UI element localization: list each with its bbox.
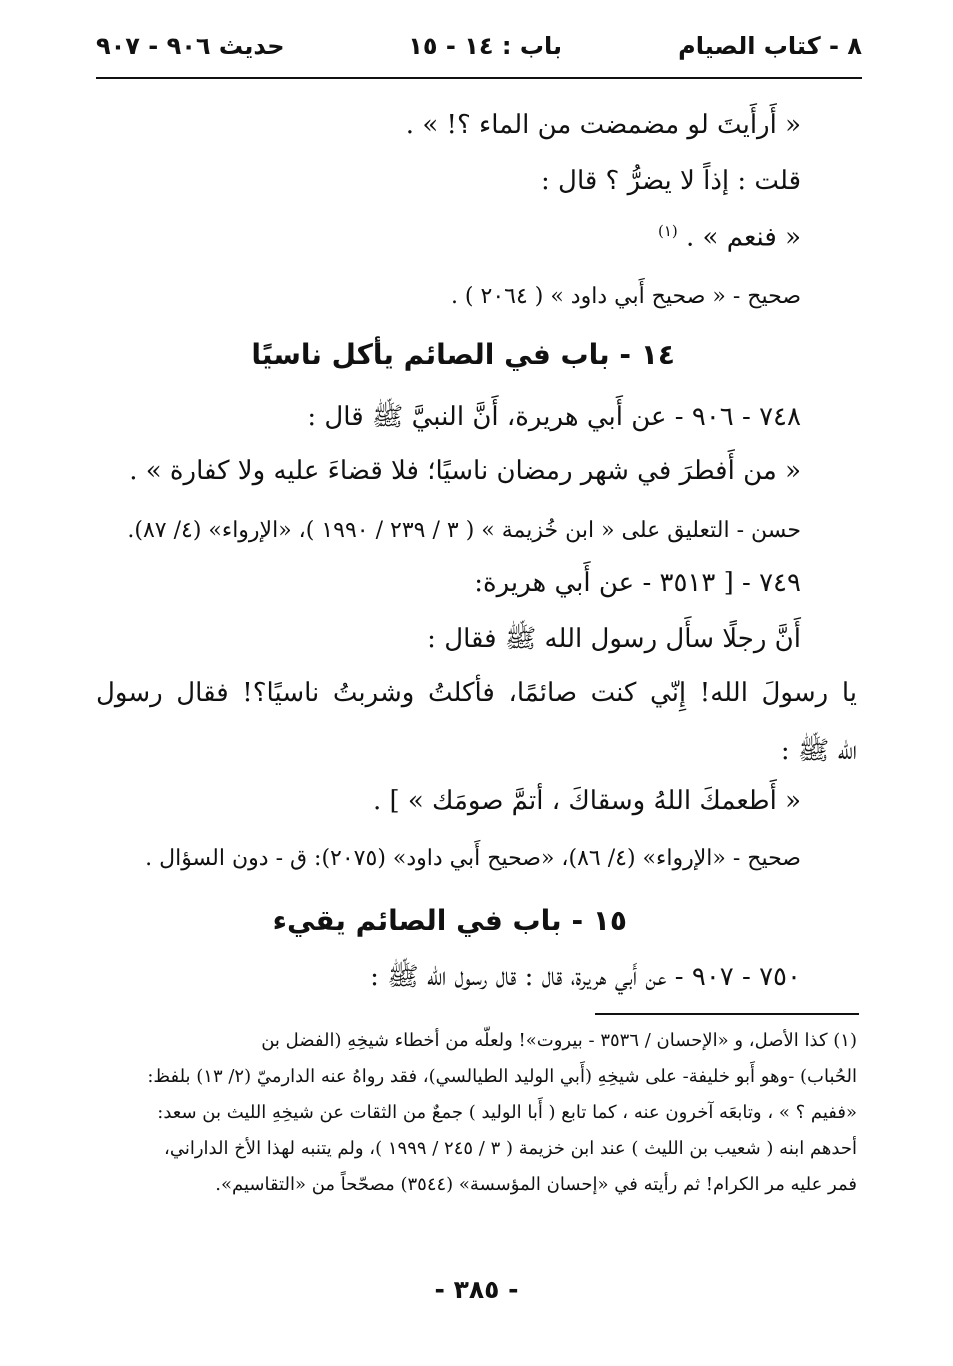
footnote-divider <box>595 1013 859 1015</box>
chapter-heading-14: ١٤ - باب في الصائم يأكل ناسيًا <box>251 338 675 371</box>
chapter-heading-15: ١٥ - باب في الصائم يقيء <box>272 904 627 937</box>
footnote-line-4: أحدهم ابنه ( شعيب بن الليث ) عند ابن خزيمة ( ٣ / ٢٤٥ / ١٩٩٩ )، ولم يتنبه لهذا الأخ الداراني، <box>164 1138 857 1159</box>
footnote-line-2: الحُباب) -وهو أَبو خليفة- على شيخِهِ (أَبي الوليد الطيالسي)، فقد رواهُ عنه الدارميّ (٢/ ١٣) بلفظ: <box>147 1066 857 1087</box>
header-book-title: ٨ - كتاب الصيام <box>678 32 862 60</box>
hadith-749-line-1: أَنَّ رجلًا سأَل رسول الله ﷺ فقال : <box>427 624 801 654</box>
text-line-3 <box>658 222 801 253</box>
grading-line-2: حسن - التعليق على « ابن خُزيمة » ( ٣ / ٢٣٩ / ١٩٩٠ )، «الإرواء» (٤/ ٨٧). <box>127 518 801 543</box>
hadith-749-line-2: يا رسولَ الله! إِنّي كنت صائمًا، فأكلتُ وشربتُ ناسيًا؟! فقال رسول <box>96 678 857 708</box>
hadith-748-text: « من أَفطرَ في شهر رمضان ناسيًا؛ فلا قضاءَ عليه ولا كفارة » . <box>129 456 801 486</box>
text-line-1: « أَرأَيتَ لو مضمضت من الماء ؟! » . <box>405 110 801 140</box>
text-line-2: قلت : إذاً لا يضرُّ ؟ قال : <box>541 166 801 196</box>
header-chapter: باب : ١٤ - ١٥ <box>408 32 562 60</box>
header-hadith-range: حديث ٩٠٦ - ٩٠٧ <box>96 32 285 60</box>
hadith-748-intro: ٧٤٨ - ٩٠٦ - عن أَبي هريرة، أَنَّ النبيَّ ﷺ قال : <box>307 402 801 432</box>
hadith-750-intro: ٧٥٠ - ٩٠٧ - عن أَبي هريرة، قال : قال رسول الله ﷺ : <box>370 962 801 992</box>
hadith-749-line-4: « أَطعمكَ اللهُ وسقاكَ ، أتمَّ صومَك » ] . <box>372 786 801 816</box>
grading-line-1: صحيح - « صحيح أَبي داود » ( ٢٠٦٤ ) . <box>450 284 801 309</box>
grading-line-3: صحيح - «الإرواء» (٤/ ٨٦)، «صحيح أَبي داود» (٢٠٧٥): ق - دون السؤال . <box>145 846 801 871</box>
header-divider <box>96 77 862 79</box>
running-header <box>96 28 862 68</box>
footnote-reference: (١) <box>657 222 678 240</box>
footnote-line-1: (١) كذا الأصل، و «الإحسان / ٣٥٣٦ - بيروت»! ولعلّه من أخطاء شيخِهِ (الفضل بن <box>261 1030 857 1051</box>
hadith-749-line-3: الله ﷺ : <box>780 736 857 766</box>
footnote-line-5: فمر عليه مر الكرام! ثم رأيته في «إحسان المؤسسة» (٣٥٤٤) مصحّحاً من «التقاسيم». <box>215 1174 857 1195</box>
footnote-line-3: «ففيم ؟ » ، وتابعَه آخرون عنه ، كما تابع ( أَبا الوليد ) جمعٌ من الثقات عن شيخِهِ الليث بن سعد: <box>157 1102 857 1123</box>
hadith-749-intro: ٧٤٩ - [ ٣٥١٣ - عن أَبي هريرة: <box>474 568 801 598</box>
text-line-3-content: « فنعم » . <box>686 222 801 253</box>
page-number: - ٣٨٥ - <box>434 1275 519 1304</box>
